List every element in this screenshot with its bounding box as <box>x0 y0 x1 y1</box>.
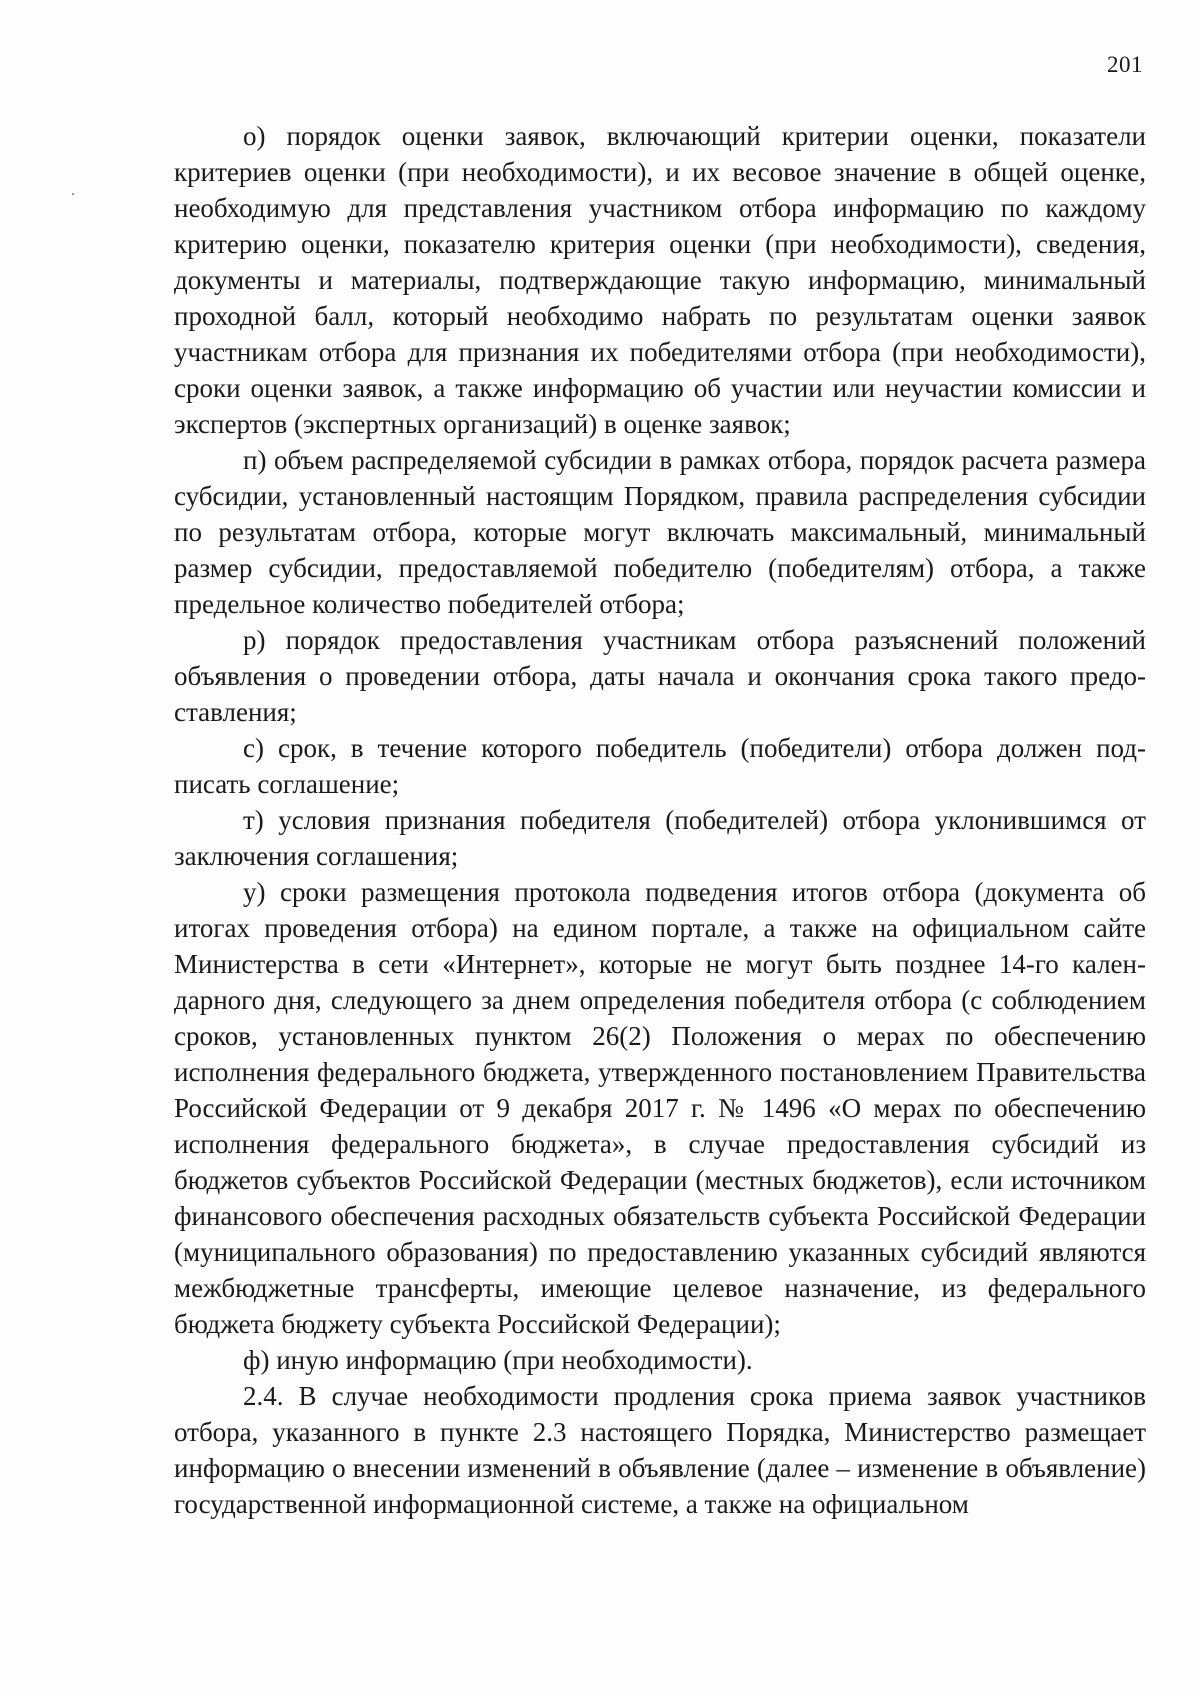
paragraph-s: с) срок, в течение которого победитель (победители) отбора должен подписать соглашение; <box>174 733 1146 799</box>
paragraph-2-4: 2.4. В случае необходимости продления срока приема заявок участников отбора, указанного в пункте 2.3 настоящего Порядка, Министерство размещает информацию о внесении изменений в объявление (далее – изменение в объявление) государственной информационной системе, а также на официальном <box>174 1381 1146 1519</box>
paragraph-u: у) сроки размещения протокола подведения итогов отбора (документа об итогах проведения отбора) на едином портале, а также на официальном сайте Министерства в сети «Интернет», которые не могут быть позднее 14-го календарного дня, следующего за днем определения победителя отбора (с соблюдением сроков, установленных пунктом 26(2) Положения о мерах по обеспечению исполнения федерального бюджета, утвержденного постановлением Правительства Российской Федерации от 9 декабря 2017 г. № 1496 «О мерах по обеспечению исполнения федерального бюджета», в случае предоставления субсидий из бюджетов субъектов Российской Федерации (местных бюджетов), если источником финансового обеспечения расходных обязательств субъекта Российской Федерации (муниципального образования) по предоставлению указанных субсидий являются межбюджетные трансферты, имеющие целевое назначение, из федерального бюджета бюджету субъекта Российской Федерации); <box>174 877 1146 1339</box>
document-body <box>174 118 1146 1522</box>
paragraph-o: о) порядок оценки заявок, включающий критерии оценки, показатели критериев оценки (при необходимости), и их весовое значение в общей оценке, необходимую для представления участником отбора информацию по каждому критерию оценки, показателю критерия оценки (при необходимости), сведения, документы и материалы, подтверждающие такую информацию, минимальный проходной балл, который необходимо набрать по результатам оценки заявок участникам отбора для признания их победителями отбора (при необходимости), сроки оценки заявок, а также информацию об участии или неучастии комиссии и экспертов (экспертных организаций) в оценке заявок; <box>174 121 1146 439</box>
paragraph-f: ф) иную информацию (при необходимости). <box>243 1345 753 1375</box>
paragraph-p: п) объем распределяемой субсидии в рамках отбора, порядок расчета размера субсидии, установленный настоящим Порядком, правила распределения субсидии по результатам отбора, которые могут включать максимальный, минимальный размер субсидии, предоставляемой победителю (победителям) отбора, а также предельное количество победителей отбора; <box>174 445 1146 619</box>
page-number: 201 <box>1107 52 1143 77</box>
paragraph-r: р) порядок предоставления участникам отбора разъяснений положений объявления о проведении отбора, даты начала и окончания срока такого предоставления; <box>174 625 1146 727</box>
scan-artifact <box>72 193 74 195</box>
paragraph-t: т) условия признания победителя (победителей) отбора уклонившимся от заключения соглашения; <box>174 805 1146 871</box>
